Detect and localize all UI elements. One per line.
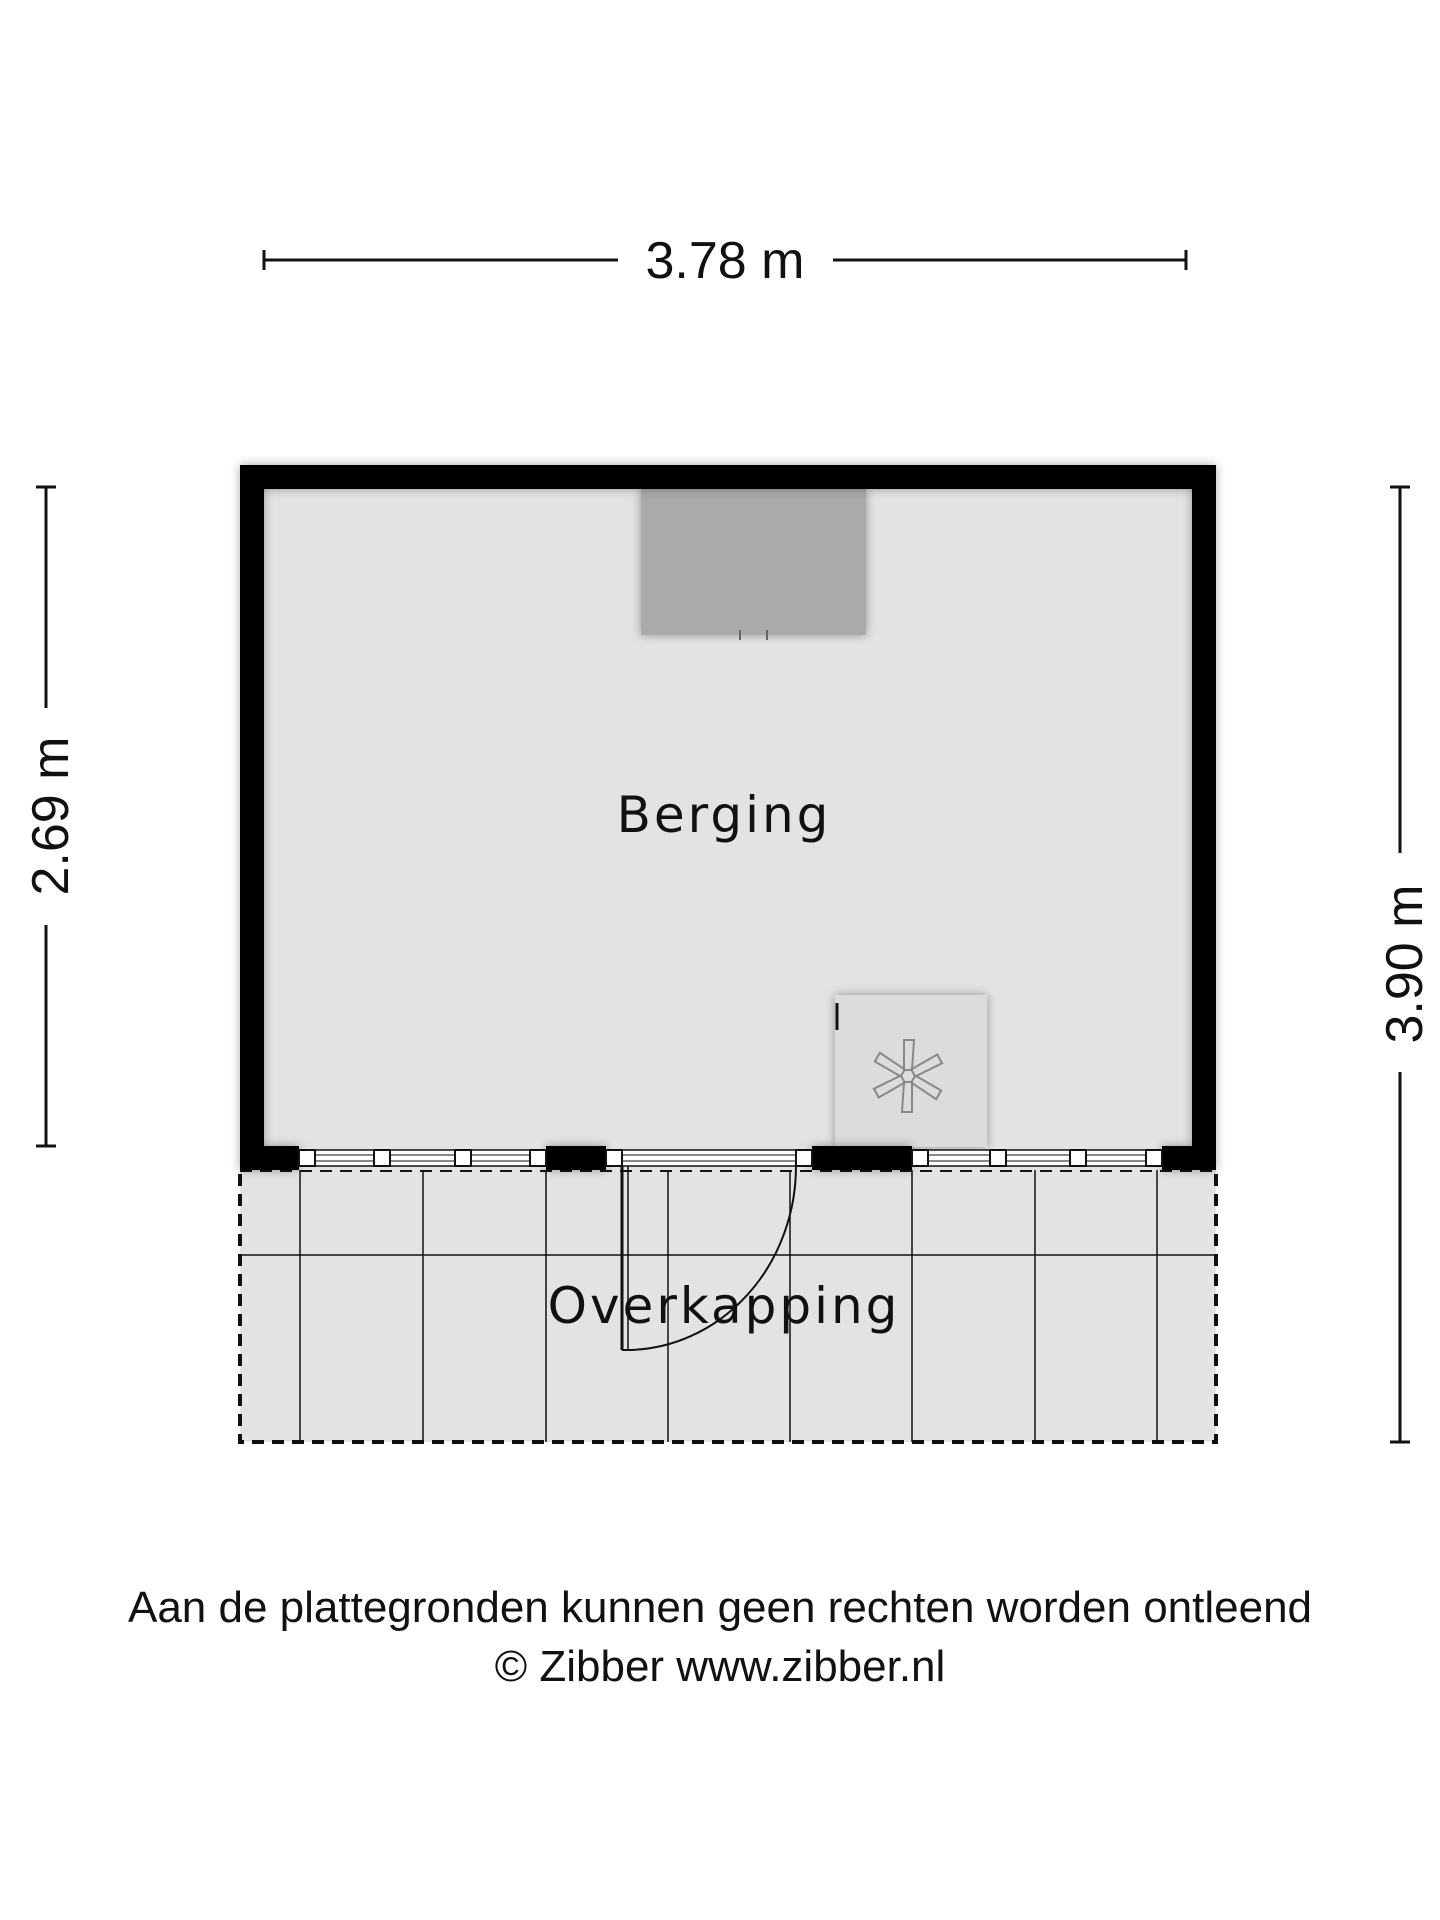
- window-left: [299, 1150, 546, 1166]
- room-label-overkapping: Overkapping: [547, 1277, 901, 1335]
- left-dimension-label: 2.69 m: [22, 736, 80, 896]
- appliance: [835, 995, 987, 1147]
- right-dimension: [1376, 487, 1434, 1442]
- left-dimension: [22, 487, 80, 1146]
- top-dimension: [264, 232, 1186, 290]
- disclaimer-text: Aan de plattegronden kunnen geen rechten worden ontleend: [127, 1583, 1313, 1632]
- top-dimension-label: 3.78 m: [645, 232, 805, 290]
- credit-text: © Zibber www.zibber.nl: [494, 1642, 946, 1691]
- window-right: [912, 1150, 1162, 1166]
- right-dimension-label: 3.90 m: [1376, 884, 1434, 1044]
- cabinet: [641, 489, 866, 635]
- room-label-berging: Berging: [616, 786, 832, 844]
